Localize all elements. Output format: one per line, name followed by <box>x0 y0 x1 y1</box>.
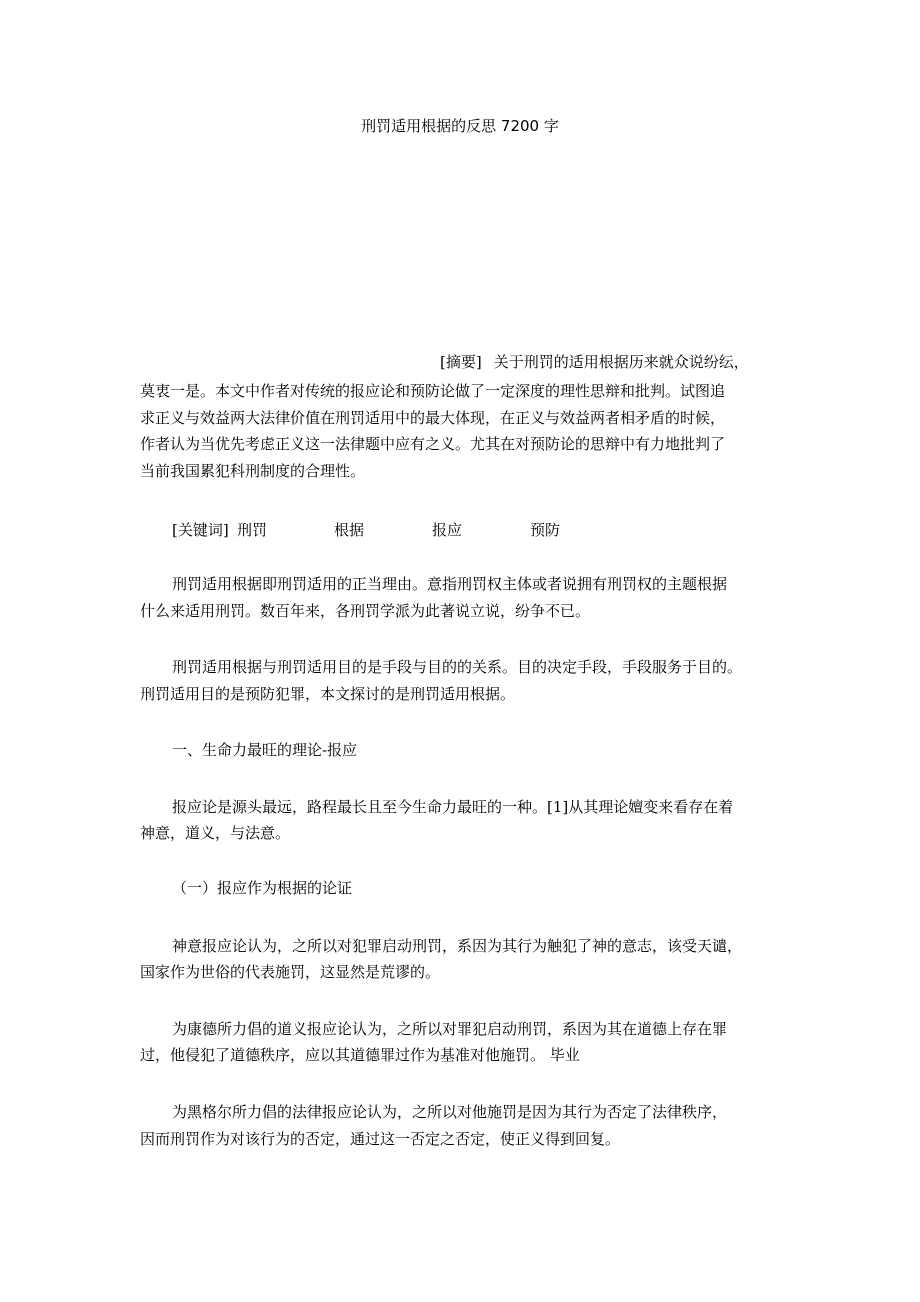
paragraph-line: 刑罚适用根据与刑罚适用目的是手段与目的的关系。目的决定手段，手段服务于目的。 <box>172 658 743 676</box>
paragraph-line: 神意报应论认为，之所以对犯罪启动刑罚，系因为其行为触犯了神的意志，该受天谴， <box>172 937 743 955</box>
paragraph-line: 因而刑罚作为对该行为的否定，通过这一否定之否定，使正义得到回复。 <box>140 1130 621 1148</box>
paragraph-line: 报应论是源头最远，路程最长且至今生命力最旺的一种。[1]从其理论嬗变来看存在着 <box>172 798 734 816</box>
keyword-item: 刑罚 <box>237 521 268 539</box>
abstract-line: 求正义与效益两大法律价值在刑罚适用中的最大体现，在正义与效益两者相矛盾的时候， <box>140 409 726 427</box>
paragraph-line: 神意，道义，与法意。 <box>140 824 291 842</box>
section-heading: 一、生命力最旺的理论-报应 <box>172 741 358 759</box>
paragraph-line: 刑罚适用目的是预防犯罪，本文探讨的是刑罚适用根据。 <box>140 685 516 703</box>
keyword-item: 预防 <box>530 521 561 539</box>
paragraph-line: 过，他侵犯了道德秩序，应以其道德罪过作为基准对他施罚。 毕业 <box>140 1046 580 1064</box>
abstract-line <box>440 352 920 372</box>
paragraph-line: 国家作为世俗的代表施罚，这显然是荒谬的。 <box>140 963 441 981</box>
paragraph-line: 为康德所力倡的道义报应论认为，之所以对罪犯启动刑罚，系因为其在道德上存在罪 <box>172 1020 728 1038</box>
paragraph-line: 什么来适用刑罚。数百年来，各刑罚学派为此著说立说，纷争不已。 <box>140 602 591 620</box>
keywords-label: [关键词] <box>172 521 229 539</box>
keyword-item: 根据 <box>334 521 365 539</box>
subsection-heading: （一）报应作为根据的论证 <box>172 879 353 897</box>
abstract-text: 关于刑罚的适用根据历来就众说纷纭， <box>493 353 749 371</box>
abstract-line: 莫衷一是。本文中作者对传统的报应论和预防论做了一定深度的理性思辩和批判。试图追 <box>140 382 726 400</box>
paragraph-line: 为黑格尔所力倡的法律报应论认为，之所以对他施罚是因为其行为否定了法律秩序， <box>172 1103 728 1121</box>
paragraph-line: 刑罚适用根据即刑罚适用的正当理由。意指刑罚权主体或者说拥有刑罚权的主题根据 <box>172 575 728 593</box>
abstract-line: 作者认为当优先考虑正义这一法律题中应有之义。尤其在对预防论的思辩中有力地批判了 <box>140 435 726 453</box>
document-title: 刑罚适用根据的反思 7200 字 <box>361 117 559 135</box>
keyword-item: 报应 <box>432 521 463 539</box>
abstract-label: [摘要] <box>440 353 482 371</box>
abstract-line: 当前我国累犯科刑制度的合理性。 <box>140 462 366 480</box>
